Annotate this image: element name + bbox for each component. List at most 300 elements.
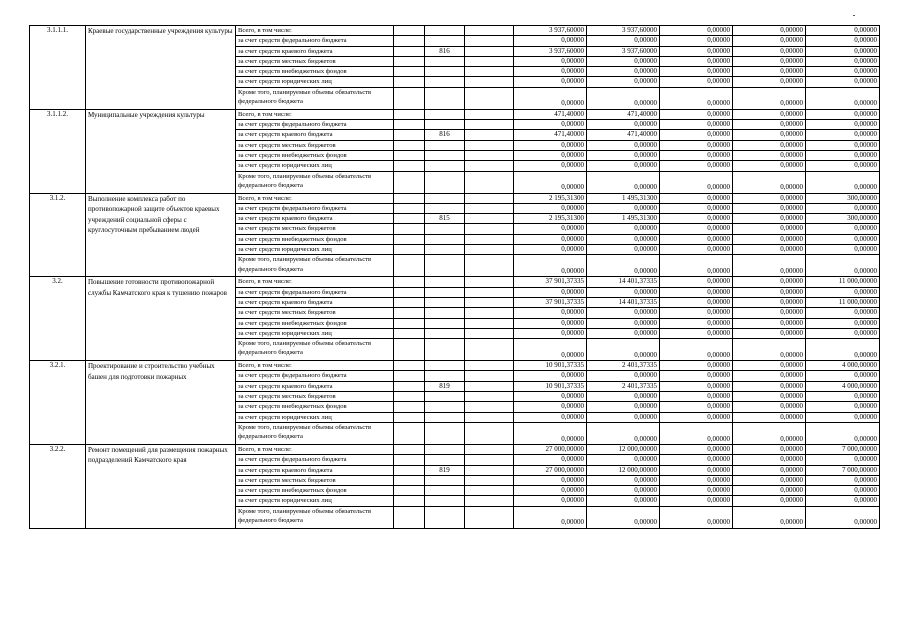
amount-cell: 0,00000	[733, 381, 806, 391]
amount-cell: 0,00000	[660, 214, 733, 224]
empty-cell	[465, 339, 514, 361]
department-code	[425, 287, 465, 297]
amount-cell: 0,00000	[514, 77, 587, 87]
amount-cell: 471,40000	[514, 109, 587, 119]
funding-source-label: за счет средств федерального бюджета	[236, 455, 394, 465]
amount-cell: 0,00000	[733, 496, 806, 506]
funding-source-label: Кроме того, планируемые объемы обязательств федерального бюджета	[236, 506, 394, 528]
empty-cell	[465, 87, 514, 109]
amount-cell: 0,00000	[587, 308, 660, 318]
empty-cell	[465, 26, 514, 36]
amount-cell: 0,00000	[733, 245, 806, 255]
item-name: Проектирование и строительство учебных башен для подготовки пожарных	[86, 361, 236, 445]
amount-cell: 0,00000	[660, 318, 733, 328]
amount-cell: 0,00000	[806, 109, 880, 119]
item-number: 3.1.2.	[30, 193, 86, 277]
empty-cell	[394, 361, 425, 371]
department-code	[425, 277, 465, 287]
amount-cell: 3 937,60000	[514, 46, 587, 56]
empty-cell	[465, 109, 514, 119]
empty-cell	[394, 120, 425, 130]
amount-cell: 0,00000	[587, 506, 660, 528]
empty-cell	[465, 130, 514, 140]
amount-cell: 0,00000	[660, 287, 733, 297]
empty-cell	[394, 318, 425, 328]
amount-cell: 0,00000	[806, 339, 880, 361]
amount-cell: 0,00000	[660, 109, 733, 119]
amount-cell: 0,00000	[660, 277, 733, 287]
department-code	[425, 506, 465, 528]
amount-cell: 7 000,00000	[806, 444, 880, 454]
amount-cell: 0,00000	[806, 56, 880, 66]
empty-cell	[465, 371, 514, 381]
amount-cell: 0,00000	[514, 56, 587, 66]
amount-cell: 300,00000	[806, 193, 880, 203]
funding-source-label: за счет средств краевого бюджета	[236, 297, 394, 307]
amount-cell: 0,00000	[660, 150, 733, 160]
amount-cell: 0,00000	[660, 245, 733, 255]
funding-source-label: Всего, в том числе:	[236, 444, 394, 454]
department-code	[425, 402, 465, 412]
amount-cell: 37 901,37335	[514, 297, 587, 307]
amount-cell: 0,00000	[660, 87, 733, 109]
amount-cell: 0,00000	[806, 140, 880, 150]
amount-cell: 0,00000	[587, 87, 660, 109]
amount-cell: 0,00000	[660, 140, 733, 150]
amount-cell: 0,00000	[660, 234, 733, 244]
amount-cell: 0,00000	[806, 26, 880, 36]
amount-cell: 0,00000	[587, 255, 660, 277]
empty-cell	[394, 287, 425, 297]
amount-cell: 0,00000	[587, 412, 660, 422]
empty-cell	[394, 26, 425, 36]
empty-cell	[465, 486, 514, 496]
amount-cell: 0,00000	[806, 422, 880, 444]
amount-cell: 0,00000	[514, 371, 587, 381]
amount-cell: 0,00000	[806, 392, 880, 402]
amount-cell: 0,00000	[660, 130, 733, 140]
funding-source-label: за счет средств краевого бюджета	[236, 130, 394, 140]
department-code	[425, 412, 465, 422]
amount-cell: 0,00000	[733, 339, 806, 361]
department-code	[425, 422, 465, 444]
item-name: Краевые государственные учреждения культуры	[86, 26, 236, 110]
item-number: 3.1.1.1.	[30, 26, 86, 110]
empty-cell	[394, 171, 425, 193]
amount-cell: 0,00000	[733, 318, 806, 328]
amount-cell: 0,00000	[660, 161, 733, 171]
amount-cell: 0,00000	[514, 245, 587, 255]
amount-cell: 0,00000	[733, 193, 806, 203]
amount-cell: 0,00000	[806, 77, 880, 87]
department-code	[425, 193, 465, 203]
funding-source-label: за счет средств краевого бюджета	[236, 465, 394, 475]
funding-source-label: за счет средств местных бюджетов	[236, 308, 394, 318]
amount-cell: 0,00000	[587, 328, 660, 338]
empty-cell	[465, 328, 514, 338]
amount-cell: 0,00000	[733, 109, 806, 119]
amount-cell: 0,00000	[514, 150, 587, 160]
empty-cell	[394, 465, 425, 475]
amount-cell: 0,00000	[587, 245, 660, 255]
item-number: 3.2.2.	[30, 444, 86, 528]
amount-cell: 0,00000	[514, 422, 587, 444]
empty-cell	[465, 287, 514, 297]
empty-cell	[394, 56, 425, 66]
item-number: 3.1.1.2.	[30, 109, 86, 193]
amount-cell: 0,00000	[514, 36, 587, 46]
funding-source-label: за счет средств юридических лиц	[236, 77, 394, 87]
amount-cell: 3 937,60000	[514, 26, 587, 36]
department-code	[425, 109, 465, 119]
empty-cell	[394, 109, 425, 119]
amount-cell: 0,00000	[806, 171, 880, 193]
empty-cell	[394, 245, 425, 255]
empty-cell	[394, 371, 425, 381]
amount-cell: 0,00000	[806, 475, 880, 485]
amount-cell: 471,40000	[587, 109, 660, 119]
amount-cell: 2 401,37335	[587, 381, 660, 391]
funding-source-label: за счет средств юридических лиц	[236, 496, 394, 506]
item-name: Повышение готовности противопожарной службы Камчатского края к тушению пожаров	[86, 277, 236, 361]
amount-cell: 12 000,00000	[587, 465, 660, 475]
amount-cell: 0,00000	[733, 56, 806, 66]
amount-cell: 0,00000	[660, 255, 733, 277]
amount-cell: 0,00000	[587, 422, 660, 444]
amount-cell: 2 195,31300	[514, 193, 587, 203]
department-code	[425, 224, 465, 234]
department-code	[425, 444, 465, 454]
empty-cell	[465, 361, 514, 371]
empty-cell	[465, 56, 514, 66]
scan-speck	[853, 15, 855, 16]
item-name: Муниципальные учреждения культуры	[86, 109, 236, 193]
amount-cell: 0,00000	[514, 402, 587, 412]
amount-cell: 0,00000	[660, 506, 733, 528]
amount-cell: 0,00000	[514, 318, 587, 328]
empty-cell	[394, 475, 425, 485]
amount-cell: 0,00000	[514, 287, 587, 297]
item-name: Выполнение комплекса работ по противопожарной защите объектов краевых учреждений социальной сферы с круглосуточным пребыванием людей	[86, 193, 236, 277]
empty-cell	[465, 171, 514, 193]
funding-source-label: за счет средств внебюджетных фондов	[236, 67, 394, 77]
empty-cell	[394, 150, 425, 160]
amount-cell: 27 000,00000	[514, 465, 587, 475]
amount-cell: 0,00000	[733, 161, 806, 171]
empty-cell	[465, 245, 514, 255]
department-code	[425, 171, 465, 193]
empty-cell	[465, 422, 514, 444]
empty-cell	[394, 67, 425, 77]
amount-cell: 471,40000	[514, 130, 587, 140]
empty-cell	[465, 46, 514, 56]
amount-cell: 0,00000	[587, 36, 660, 46]
funding-source-label: за счет средств юридических лиц	[236, 245, 394, 255]
amount-cell: 0,00000	[806, 308, 880, 318]
amount-cell: 14 401,37335	[587, 297, 660, 307]
empty-cell	[465, 161, 514, 171]
empty-cell	[465, 234, 514, 244]
department-code	[425, 318, 465, 328]
amount-cell: 0,00000	[587, 203, 660, 213]
empty-cell	[465, 444, 514, 454]
amount-cell: 0,00000	[660, 475, 733, 485]
amount-cell: 0,00000	[660, 26, 733, 36]
empty-cell	[465, 475, 514, 485]
empty-cell	[465, 412, 514, 422]
amount-cell: 0,00000	[514, 328, 587, 338]
amount-cell: 0,00000	[806, 506, 880, 528]
amount-cell: 0,00000	[514, 120, 587, 130]
empty-cell	[465, 140, 514, 150]
amount-cell: 0,00000	[733, 361, 806, 371]
amount-cell: 0,00000	[587, 496, 660, 506]
funding-source-label: за счет средств внебюджетных фондов	[236, 150, 394, 160]
funding-source-label: Всего, в том числе:	[236, 193, 394, 203]
amount-cell: 0,00000	[806, 371, 880, 381]
amount-cell: 0,00000	[660, 486, 733, 496]
amount-cell: 0,00000	[514, 506, 587, 528]
budget-table-sheet	[29, 25, 879, 529]
empty-cell	[465, 224, 514, 234]
amount-cell: 0,00000	[733, 328, 806, 338]
department-code	[425, 67, 465, 77]
amount-cell: 0,00000	[806, 486, 880, 496]
amount-cell: 0,00000	[806, 161, 880, 171]
amount-cell: 0,00000	[733, 150, 806, 160]
amount-cell: 0,00000	[733, 140, 806, 150]
amount-cell: 0,00000	[806, 87, 880, 109]
department-code	[425, 486, 465, 496]
empty-cell	[394, 381, 425, 391]
amount-cell: 0,00000	[660, 496, 733, 506]
amount-cell: 10 901,37335	[514, 361, 587, 371]
empty-cell	[394, 496, 425, 506]
amount-cell: 0,00000	[514, 486, 587, 496]
amount-cell: 0,00000	[587, 161, 660, 171]
empty-cell	[465, 496, 514, 506]
funding-source-label: за счет средств юридических лиц	[236, 161, 394, 171]
amount-cell: 0,00000	[660, 381, 733, 391]
funding-source-label: Всего, в том числе:	[236, 26, 394, 36]
amount-cell: 0,00000	[587, 234, 660, 244]
amount-cell: 0,00000	[660, 224, 733, 234]
funding-source-label: Кроме того, планируемые объемы обязательств федерального бюджета	[236, 422, 394, 444]
funding-source-label: за счет средств внебюджетных фондов	[236, 234, 394, 244]
empty-cell	[465, 381, 514, 391]
empty-cell	[394, 506, 425, 528]
amount-cell: 0,00000	[587, 486, 660, 496]
department-code	[425, 371, 465, 381]
item-name: Ремонт помещений для размещения пожарных подразделений Камчатского края	[86, 444, 236, 528]
table-row	[30, 193, 880, 203]
amount-cell: 12 000,00000	[587, 444, 660, 454]
department-code	[425, 475, 465, 485]
amount-cell: 0,00000	[733, 46, 806, 56]
amount-cell: 0,00000	[806, 496, 880, 506]
amount-cell: 0,00000	[806, 150, 880, 160]
empty-cell	[465, 297, 514, 307]
empty-cell	[465, 203, 514, 213]
empty-cell	[394, 297, 425, 307]
empty-cell	[394, 422, 425, 444]
amount-cell: 0,00000	[806, 203, 880, 213]
amount-cell: 0,00000	[514, 224, 587, 234]
empty-cell	[465, 150, 514, 160]
amount-cell: 0,00000	[733, 455, 806, 465]
amount-cell: 0,00000	[660, 308, 733, 318]
amount-cell: 0,00000	[660, 444, 733, 454]
department-code	[425, 77, 465, 87]
amount-cell: 0,00000	[733, 308, 806, 318]
amount-cell: 0,00000	[806, 245, 880, 255]
amount-cell: 0,00000	[733, 465, 806, 475]
funding-source-label: за счет средств юридических лиц	[236, 412, 394, 422]
department-code	[425, 150, 465, 160]
amount-cell: 0,00000	[660, 361, 733, 371]
department-code	[425, 361, 465, 371]
amount-cell: 0,00000	[660, 171, 733, 193]
amount-cell: 0,00000	[660, 402, 733, 412]
empty-cell	[465, 506, 514, 528]
amount-cell: 1 495,31300	[587, 193, 660, 203]
amount-cell: 0,00000	[806, 412, 880, 422]
department-code: 819	[425, 381, 465, 391]
empty-cell	[394, 402, 425, 412]
empty-cell	[465, 465, 514, 475]
table-row	[30, 26, 880, 36]
department-code	[425, 339, 465, 361]
empty-cell	[394, 87, 425, 109]
amount-cell: 0,00000	[733, 371, 806, 381]
amount-cell: 0,00000	[660, 67, 733, 77]
department-code	[425, 308, 465, 318]
amount-cell: 0,00000	[587, 455, 660, 465]
amount-cell: 27 000,00000	[514, 444, 587, 454]
amount-cell: 0,00000	[514, 87, 587, 109]
amount-cell: 4 000,00000	[806, 361, 880, 371]
budget-table	[29, 25, 880, 529]
amount-cell: 0,00000	[660, 46, 733, 56]
funding-source-label: Всего, в том числе:	[236, 361, 394, 371]
amount-cell: 471,40000	[587, 130, 660, 140]
amount-cell: 0,00000	[806, 67, 880, 77]
amount-cell: 11 000,00000	[806, 277, 880, 287]
department-code	[425, 496, 465, 506]
empty-cell	[394, 140, 425, 150]
funding-source-label: за счет средств краевого бюджета	[236, 214, 394, 224]
empty-cell	[394, 36, 425, 46]
empty-cell	[465, 36, 514, 46]
amount-cell: 0,00000	[733, 402, 806, 412]
empty-cell	[394, 255, 425, 277]
amount-cell: 11 000,00000	[806, 297, 880, 307]
amount-cell: 0,00000	[660, 328, 733, 338]
funding-source-label: за счет средств местных бюджетов	[236, 140, 394, 150]
amount-cell: 37 901,37335	[514, 277, 587, 287]
amount-cell: 0,00000	[806, 455, 880, 465]
amount-cell: 0,00000	[587, 392, 660, 402]
empty-cell	[394, 412, 425, 422]
empty-cell	[394, 193, 425, 203]
department-code	[425, 392, 465, 402]
amount-cell: 0,00000	[733, 297, 806, 307]
amount-cell: 0,00000	[587, 77, 660, 87]
amount-cell: 0,00000	[733, 287, 806, 297]
table-row	[30, 361, 880, 371]
amount-cell: 0,00000	[733, 171, 806, 193]
amount-cell: 0,00000	[733, 412, 806, 422]
amount-cell: 0,00000	[587, 56, 660, 66]
amount-cell: 0,00000	[733, 87, 806, 109]
amount-cell: 0,00000	[733, 214, 806, 224]
funding-source-label: за счет средств краевого бюджета	[236, 381, 394, 391]
amount-cell: 14 401,37335	[587, 277, 660, 287]
amount-cell: 0,00000	[733, 203, 806, 213]
empty-cell	[465, 255, 514, 277]
empty-cell	[394, 328, 425, 338]
table-row	[30, 277, 880, 287]
department-code: 816	[425, 130, 465, 140]
empty-cell	[465, 402, 514, 412]
amount-cell: 0,00000	[733, 224, 806, 234]
empty-cell	[394, 130, 425, 140]
amount-cell: 0,00000	[587, 475, 660, 485]
empty-cell	[394, 203, 425, 213]
amount-cell: 0,00000	[587, 224, 660, 234]
empty-cell	[465, 277, 514, 287]
amount-cell: 0,00000	[587, 67, 660, 77]
amount-cell: 0,00000	[587, 318, 660, 328]
department-code	[425, 26, 465, 36]
amount-cell: 0,00000	[514, 412, 587, 422]
amount-cell: 0,00000	[660, 371, 733, 381]
amount-cell: 0,00000	[733, 475, 806, 485]
department-code	[425, 297, 465, 307]
department-code	[425, 140, 465, 150]
empty-cell	[465, 308, 514, 318]
amount-cell: 0,00000	[733, 36, 806, 46]
empty-cell	[394, 308, 425, 318]
funding-source-label: за счет средств федерального бюджета	[236, 287, 394, 297]
amount-cell: 0,00000	[587, 150, 660, 160]
amount-cell: 0,00000	[587, 339, 660, 361]
amount-cell: 0,00000	[660, 193, 733, 203]
department-code	[425, 245, 465, 255]
amount-cell: 0,00000	[733, 277, 806, 287]
empty-cell	[465, 214, 514, 224]
table-row	[30, 444, 880, 454]
amount-cell: 0,00000	[806, 402, 880, 412]
amount-cell: 0,00000	[733, 422, 806, 444]
empty-cell	[394, 486, 425, 496]
amount-cell: 0,00000	[514, 308, 587, 318]
amount-cell: 0,00000	[660, 339, 733, 361]
item-number: 3.2.	[30, 277, 86, 361]
amount-cell: 0,00000	[587, 402, 660, 412]
department-code	[425, 161, 465, 171]
amount-cell: 0,00000	[514, 171, 587, 193]
empty-cell	[394, 234, 425, 244]
department-code: 815	[425, 214, 465, 224]
department-code	[425, 328, 465, 338]
funding-source-label: Кроме того, планируемые объемы обязательств федерального бюджета	[236, 87, 394, 109]
empty-cell	[465, 67, 514, 77]
amount-cell: 0,00000	[587, 171, 660, 193]
amount-cell: 3 937,60000	[587, 46, 660, 56]
department-code	[425, 120, 465, 130]
amount-cell: 300,00000	[806, 214, 880, 224]
